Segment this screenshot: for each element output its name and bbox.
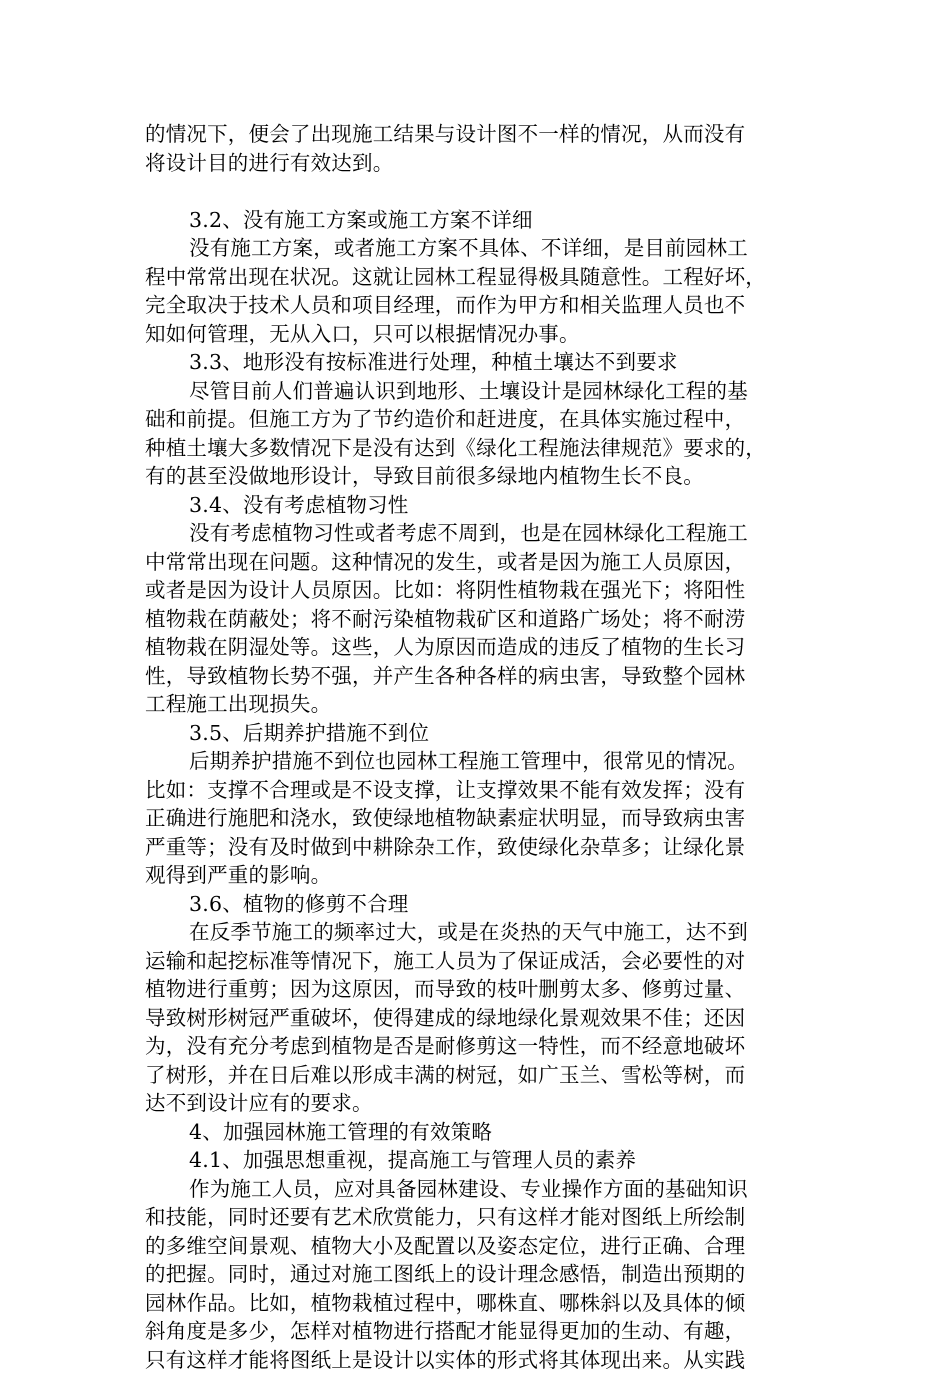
section-heading: 3.6、植物的修剪不合理 [145,890,805,919]
text-line: 种植土壤大多数情况下是没有达到《绿化工程施法律规范》要求的， [145,434,805,463]
text-line: 植物栽在荫蔽处；将不耐污染植物栽矿区和道路广场处；将不耐涝 [145,605,805,634]
paragraph [145,234,805,348]
text-line: 作为施工人员，应对具备园林建设、专业操作方面的基础知识 [145,1175,805,1204]
text-line: 斜角度是多少，怎样对植物进行搭配才能显得更加的生动、有趣， [145,1317,805,1346]
section-heading: 3.5、后期养护措施不到位 [145,719,805,748]
text-line: 没有施工方案，或者施工方案不具体、不详细，是目前园林工 [145,234,805,263]
text-line: 达不到设计应有的要求。 [145,1089,805,1118]
text-line: 只有这样才能将图纸上是设计以实体的形式将其体现出来。从实践 [145,1346,805,1374]
paragraph-spacer [145,177,805,206]
text-line: 中常常出现在问题。这种情况的发生，或者是因为施工人员原因， [145,548,805,577]
section-heading: 4.1、加强思想重视，提高施工与管理人员的素养 [145,1146,805,1175]
text-line: 或者是因为设计人员原因。比如：将阴性植物栽在强光下；将阳性 [145,576,805,605]
text-line: 工程施工出现损失。 [145,690,805,719]
text-line: 观得到严重的影响。 [145,861,805,890]
text-line: 在反季节施工的频率过大，或是在炎热的天气中施工，达不到 [145,918,805,947]
text-line: 正确进行施肥和浇水，致使绿地植物缺素症状明显，而导致病虫害 [145,804,805,833]
section-heading: 3.2、没有施工方案或施工方案不详细 [145,206,805,235]
section-heading: 3.3、地形没有按标准进行处理，种植土壤达不到要求 [145,348,805,377]
text-line: 完全取决于技术人员和项目经理，而作为甲方和相关监理人员也不 [145,291,805,320]
text-line: 比如：支撑不合理或是不设支撑，让支撑效果不能有效发挥；没有 [145,776,805,805]
text-line: 后期养护措施不到位也园林工程施工管理中，很常见的情况。 [145,747,805,776]
text-line: 植物进行重剪；因为这原因，而导致的枝叶删剪太多、修剪过量、 [145,975,805,1004]
text-line: 有的甚至没做地形设计，导致目前很多绿地内植物生长不良。 [145,462,805,491]
paragraph [145,918,805,1118]
paragraph [145,519,805,719]
text-line: 程中常常出现在状况。这就让园林工程显得极具随意性。工程好坏， [145,263,805,292]
text-line: 园林作品。比如，植物栽植过程中，哪株直、哪株斜以及具体的倾 [145,1289,805,1318]
text-line: 的把握。同时，通过对施工图纸上的设计理念感悟，制造出预期的 [145,1260,805,1289]
text-line: 础和前提。但施工方为了节约造价和赶进度，在具体实施过程中， [145,405,805,434]
text-line: 为，没有充分考虑到植物是否是耐修剪这一特性，而不经意地破坏 [145,1032,805,1061]
document-body [145,120,805,1374]
text-line: 性，导致植物长势不强，并产生各种各样的病虫害，导致整个园林 [145,662,805,691]
text-line: 了树形，并在日后难以形成丰满的树冠，如广玉兰、雪松等树，而 [145,1061,805,1090]
text-line: 尽管目前人们普遍认识到地形、土壤设计是园林绿化工程的基 [145,377,805,406]
text-line: 的多维空间景观、植物大小及配置以及姿态定位，进行正确、合理 [145,1232,805,1261]
paragraph [145,120,805,177]
paragraph [145,377,805,491]
section-heading: 3.4、没有考虑植物习性 [145,491,805,520]
text-line: 和技能，同时还要有艺术欣赏能力，只有这样才能对图纸上所绘制 [145,1203,805,1232]
section-heading: 4、加强园林施工管理的有效策略 [145,1118,805,1147]
text-line: 导致树形树冠严重破坏，使得建成的绿地绿化景观效果不佳；还因 [145,1004,805,1033]
paragraph [145,747,805,890]
text-line: 知如何管理，无从入口，只可以根据情况办事。 [145,320,805,349]
text-line: 严重等；没有及时做到中耕除杂工作，致使绿化杂草多；让绿化景 [145,833,805,862]
text-line: 的情况下，便会了出现施工结果与设计图不一样的情况，从而没有 [145,120,805,149]
text-line: 植物栽在阴湿处等。这些，人为原因而造成的违反了植物的生长习 [145,633,805,662]
text-line: 运输和起挖标准等情况下，施工人员为了保证成活，会必要性的对 [145,947,805,976]
paragraph [145,1175,805,1374]
text-line: 没有考虑植物习性或者考虑不周到，也是在园林绿化工程施工 [145,519,805,548]
text-line: 将设计目的进行有效达到。 [145,149,805,178]
